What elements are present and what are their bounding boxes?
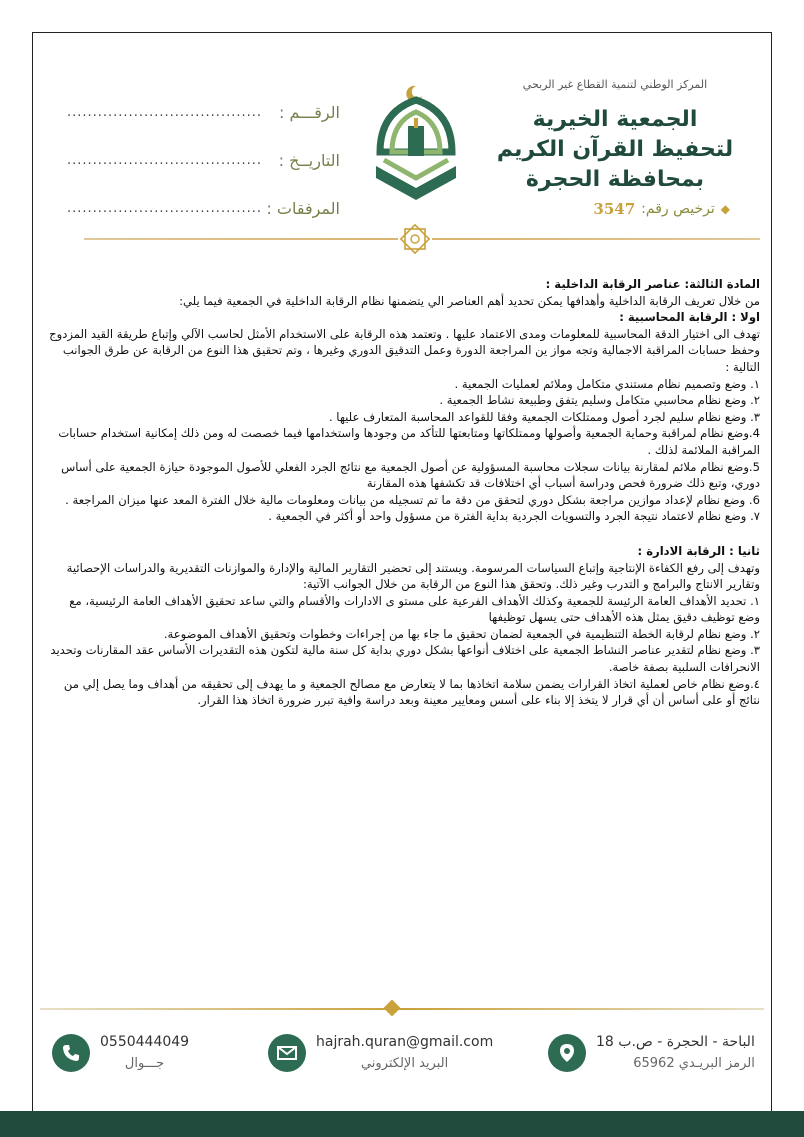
email-label: البريد الإلكتروني — [360, 1056, 449, 1071]
org-name-line-2: لتحفيظ القرآن الكريم — [496, 137, 734, 162]
contact-phone — [52, 1030, 189, 1076]
list-item: ٢. وضع نظام محاسبي متكامل وسليم يتفق وطبيعة نشاط الجمعية . — [439, 393, 760, 408]
document-body — [48, 276, 760, 709]
list-item: ٤.وضع نظام خاص لعملية اتخاذ القرارات يضمن سلامة اتخاذها بما لا يتعارض مع مصالح الجمعية و ما يهدف إلى تحقيقه من أهداف وما يصل إلي من نتائج أو على أساس أن أي قرار لا يتخذ إلا بناء على أسس ومعايير معينة وبعد دراسة وافية تبرر ضرورة اتخاذ هذا القرار. — [63, 676, 760, 708]
section-2-description: وتهدف إلى رفع الكفاءة الإنتاجية وإتباع السياسات المرسومة. ويستند إلى تحضير التقارير المالية والإدارة والموازنات التقديرية والدراسات الإحصائية وتقارير الانتاج والبرامج و التدرب وغير ذلك. وتحقق هذا النوع من الرقابة من خلال الجوانب الآتية: — [66, 560, 760, 592]
phone-icon — [52, 1034, 90, 1072]
footer-band — [0, 1111, 804, 1137]
org-name-line-3: بمحافظة الحجرة — [525, 167, 705, 192]
list-item: ٣. وضع نظام لتقدير عناصر النشاط الجمعية على اختلاف أنواعها بشكل دوري بداية كل سنة مالية لتكون هذه التقديرات الأساس عقد المقارنات وتحديد الانحرافات السلبية بصفة خاصة. — [50, 643, 760, 675]
license-number: 3547 — [593, 200, 636, 218]
reference-fields — [66, 88, 340, 232]
phone-number: 0550444049 — [100, 1034, 190, 1050]
postal-address: الباحة - الحجرة - ص.ب 18 — [596, 1034, 755, 1050]
diamond-icon: ◆ — [720, 202, 730, 216]
list-item: 6. وضع نظام لإعداد موازين مراجعة بشكل دوري لتحقق من دقة ما تم تسجيله من بيانات ومعلومات مالية خلال الفترة المعد عنها ميزان المراجعة . — [65, 492, 760, 507]
list-item: 4.وضع نظام لمراقبة وحماية الجمعية وأصولها وممتلكاتها ومتابعتها للتأكد من وجودها واستخدامها فيما خصصت له ومن ذلك إمكانية استخدام حسابات المراقبة الملائمة لذلك . — [58, 426, 760, 457]
list-item: ١. تحديد الأهداف العامة الرئيسة للجمعية وكذلك الأهداف الفرعية على مستو ى الادارات والأقسام والتي ساعد تحقيق الأهداف العامة الرئيسية، مع وضع توظيف دقيق يمثل هذه الأهداف حتى يسهل توظيفها — [69, 593, 760, 625]
list-item: ٧. وضع نظام لاعتماد نتيجة الجرد والتسويات الجردية بداية الفترة من مسؤول واحد أو أكثر في الجمعية . — [268, 509, 760, 524]
contact-email — [268, 1030, 493, 1076]
field-number: الرقـــم : ...................................... — [66, 102, 340, 122]
phone-label: جـــوال — [124, 1056, 165, 1071]
section-1-description: تهدف الى اختيار الدقة المحاسبية للمعلومات ومدى الاعتماد عليها . وتعتمد هذه الرقابة على الاستخدام الأمثل لحاسب الآلي وإتباع طريقة القيد المزدوج وحفظ حسابات المراقبة الاجمالية وتجه مواز ين المراجعة الدورة وعمل التدقيق الدوري وغيرها ، وتم تحقيق هذا النوع من الرقابة عن طرق الجوانب التالية : — [49, 326, 760, 374]
footer-divider — [40, 1008, 764, 1010]
license-label: ترخيص رقم: — [641, 201, 715, 217]
list-item: ٣. وضع نظام سليم لجرد أصول وممتلكات الجمعية وفقا للقواعد المحاسبة المتعارف عليها . — [328, 409, 760, 424]
license-line — [593, 200, 730, 218]
location-pin-icon — [548, 1034, 586, 1072]
list-item: 5.وضع نظام ملائم لمقارنة بيانات سجلات محاسبة المسؤولية عن أصول الجمعية مع نتائج الجرد الفعلي للأصول الموجودة حيازة الجمعية على أساس دوري، وتبع ذلك ضرورة فحص ودراسة أسباب أي اختلافات قد تكشفها هذه المقارنة — [61, 459, 760, 491]
organization-logo-icon — [370, 82, 462, 212]
organization-name-block — [490, 78, 740, 195]
contact-address — [548, 1030, 755, 1076]
star-ornament-icon — [398, 222, 432, 256]
email-address: hajrah.quran@gmail.com — [316, 1034, 494, 1050]
section-2-title: ثانيا : الرقابة الادارة : — [637, 543, 760, 558]
list-item: ١. وضع وتصميم نظام مستندي متكامل وملائم لعمليات الجمعية . — [454, 376, 760, 391]
postal-code: الرمز البريـدي 65962 — [633, 1056, 755, 1071]
field-attachments: المرفقات : ...................................... — [66, 198, 340, 218]
org-name-line-1: الجمعية الخيرية — [532, 107, 698, 132]
field-date: التاريــخ : ...................................... — [66, 150, 340, 170]
list-item: ٢. وضع نظام لرقابة الخطة التنظيمية في الجمعية لضمان تحقيق ما جاء بها من إجراءات وخطوات وتحقيق الأهداف الموضوعة. — [163, 626, 760, 641]
section-1-title: اولا : الرقابة المحاسبية : — [619, 310, 760, 325]
intro-paragraph: من خلال تعريف الرقابة الداخلية وأهدافها يمكن تحديد أهم العناصر الي يتضمنها نظام الرقابة الداخلية في الجمعية فيما يلي: — [179, 293, 760, 308]
org-subtitle: المركز الوطني لتنمية القطاع غير الربحي — [522, 78, 708, 91]
article-title: المادة الثالثة: عناصر الرقابة الداخلية : — [545, 277, 760, 291]
mail-icon — [268, 1034, 306, 1072]
